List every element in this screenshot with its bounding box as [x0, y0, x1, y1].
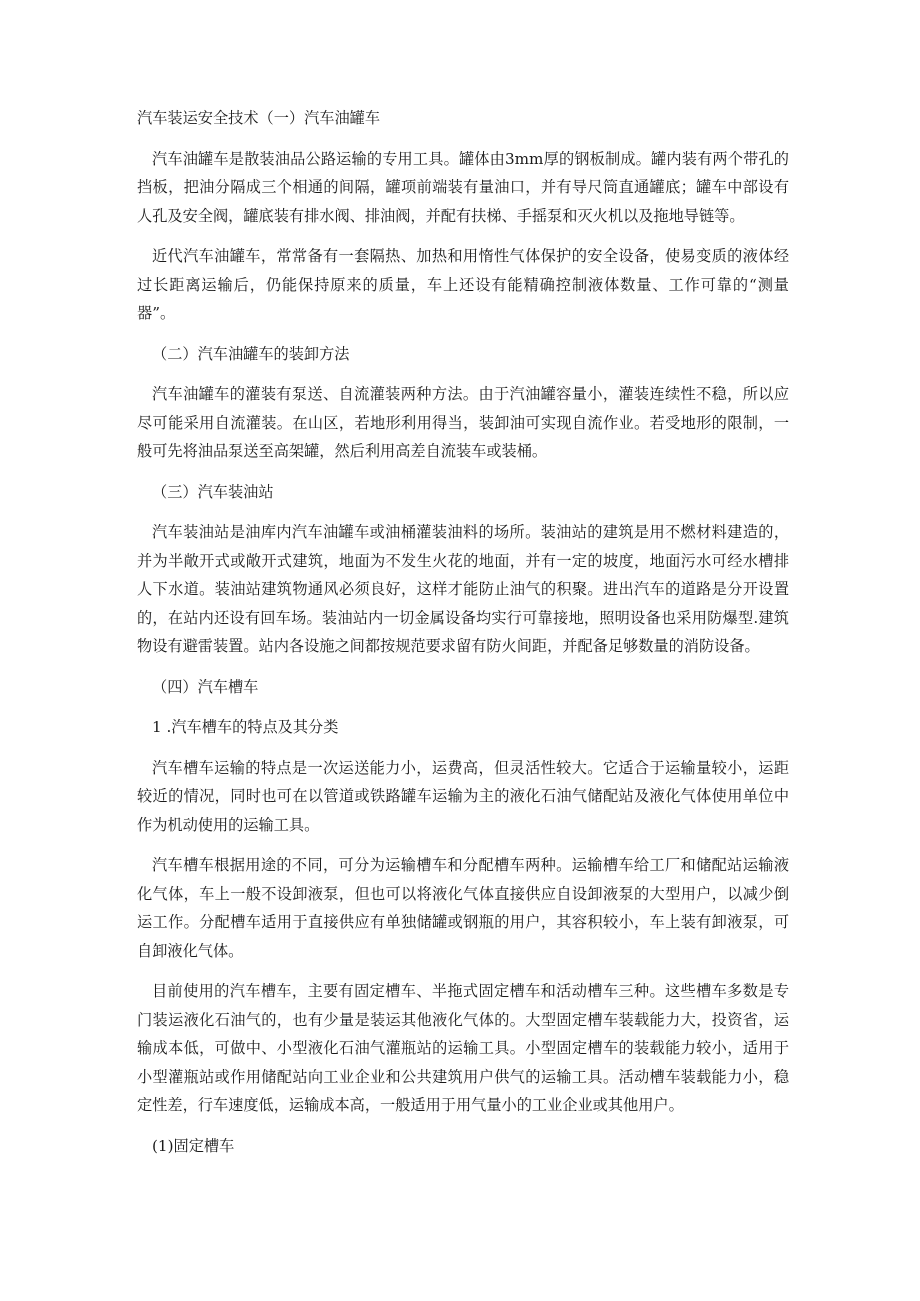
- document-title: 汽车装运安全技术（一）汽车油罐车: [137, 109, 380, 127]
- paragraph-tank-truck-intro: 汽车油罐车是散装油品公路运输的专用工具。罐体由3mm厚的钢板制成。罐内装有两个带孔的挡板，把油分隔成三个相通的间隔，罐项前端装有量油口，并有导尺筒直通罐底；罐车中部设有人孔及安全阀，罐底装有排水阀、排油阀，并配有扶梯、手摇泵和灭火机以及拖地导链等。: [137, 149, 789, 225]
- paragraph-modern-tank-truck: 近代汽车油罐车，常常备有一套隔热、加热和用惰性气体保护的安全设备，使易变质的液体经过长距离运输后，仍能保持原来的质量，车上还设有能精确控制液体数量、工作可靠的“测量器”。: [137, 247, 789, 322]
- subsection-heading-fixed-tanker: (1)固定槽车: [152, 1136, 235, 1155]
- document-page: [137, 104, 789, 1172]
- section-heading-tanker-truck: （四）汽车槽车: [152, 677, 259, 696]
- paragraph-loading-station: 汽车装油站是油库内汽车油罐车或油桶灌装油料的场所。装油站的建筑是用不燃材料建造的，并为半敞开式或敞开式建筑，地面为不发生火花的地面，并有一定的坡度，地面污水可经水槽排人下水道。装油站建筑物通风必须良好，这样才能防止油气的积聚。进出汽车的道路是分开设置的，在站内还设有回车场。装油站内一切金属设备均实行可靠接地，照明设备也采用防爆型.建筑物设有避雷装置。站内各设施之间都按规范要求留有防火间距，并配备足够数量的消防设备。: [137, 523, 789, 655]
- section-heading-loading-station: （三）汽车装油站: [152, 482, 274, 501]
- paragraph-filling-methods: 汽车油罐车的灌装有泵送、自流灌装两种方法。由于汽油罐容量小，灌装连续性不稳，所以应尽可能采用自流灌装。在山区，若地形利用得当，装卸油可实现自流作业。若受地形的限制，一般可先将油品泵送至高架罐，然后利用高差自流装车或装桶。: [137, 385, 789, 460]
- paragraph-current-tankers: 目前使用的汽车槽车，主要有固定槽车、半拖式固定槽车和活动槽车三种。这些槽车多数是专门装运液化石油气的，也有少量是装运其他液化气体的。大型固定槽车装载能力大，投资省，运输成本低，可做中、小型液化石油气灌瓶站的运输工具。小型固定槽车的装载能力较小，适用于小型灌瓶站或作用储配站向工业企业和公共建筑用户供气的运输工具。活动槽车装载能力小，稳定性差，行车速度低，运输成本高，一般适用于用气量小的工业企业或其他用户。: [137, 982, 789, 1114]
- paragraph-tanker-features: 汽车槽车运输的特点是一次运送能力小，运费高，但灵活性较大。它适合于运输量较小，运距较近的情况，同时也可在以管道或铁路罐车运输为主的液化石油气储配站及液化气体使用单位中作为机动使用的运输工具。: [137, 758, 789, 834]
- subsection-heading-features: 1 .汽车槽车的特点及其分类: [152, 718, 339, 736]
- paragraph-tanker-types: 汽车槽车根据用途的不同，可分为运输槽车和分配槽车两种。运输槽车给工厂和储配站运输液化气体，车上一般不设卸液泵，但也可以将液化气体直接供应自设卸液泵的大型用户，以减少倒运工作。分配槽车适用于直接供应有单独储罐或钢瓶的用户，其容积较小，车上装有卸液泵，可自卸液化气体。: [137, 856, 789, 960]
- section-heading-loading-methods: （二）汽车油罐车的装卸方法: [152, 344, 350, 363]
